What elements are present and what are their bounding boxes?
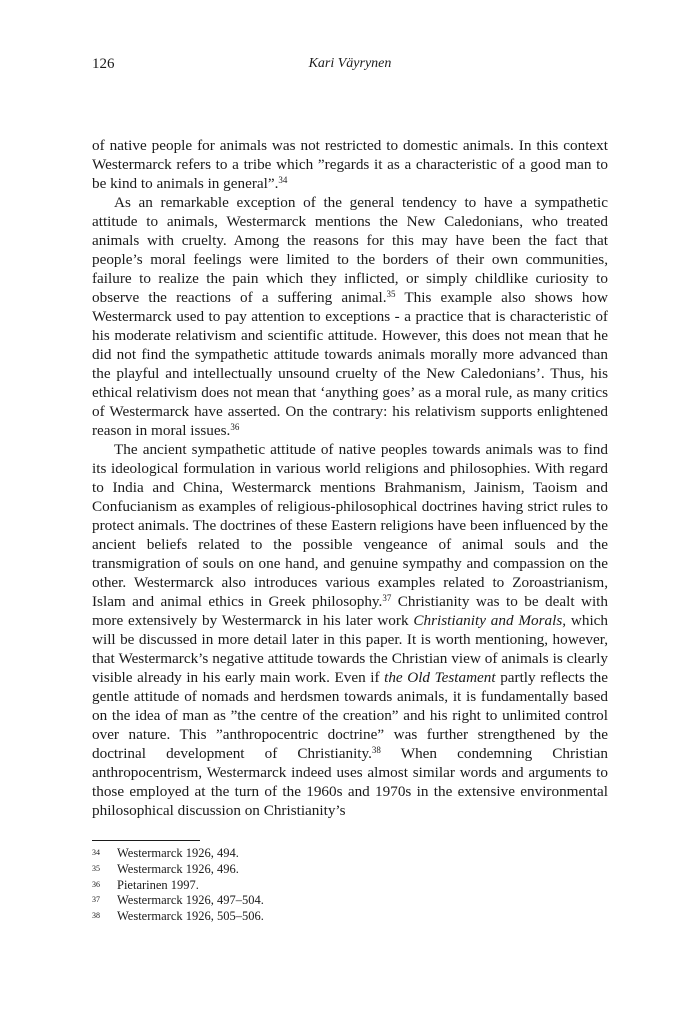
footnote [92,878,608,894]
footnote-ref[interactable]: 35 [386,289,396,299]
paragraph [92,440,608,820]
italic-text: the Old Testament [384,669,496,686]
page-header [92,54,608,74]
text-run: partly reflects the gentle attitude of nomads and herdsmen towards animals, it is fundamentally based on the idea of man as ”the centre of the creation” and his right to unlimited control over nature. This ”anthropocentric doctrine” was further strengthened by the doctrinal development of Christianity. [92,669,609,762]
footnote-divider [92,840,200,841]
page-number: 126 [92,56,115,72]
text-run: Christianity was to be dealt with more extensively by Westermarck in his later work [92,593,608,629]
paragraph [92,136,608,193]
body-text [92,136,608,820]
footnote-ref[interactable]: 36 [230,422,240,432]
footnote [92,862,608,878]
text-run: As an remarkable exception of the general tendency to have a sympathetic attitude to animals, Westermarck mentions the New Caledonians, who treated animals with cruelty. Among the reasons for this may have been the fact that people’s moral feelings were limited to the borders of their own communities, failure to realize the pain which they inflicted, or simply childlike curiosity to observe the reactions of a suffering animal. [92,194,608,306]
footnote [92,893,608,909]
text-run: When condemning Christian anthropocentrism, Westermarck indeed uses almost similar words and arguments to those employed at the turn of the 1960s and 1970s in the extensive environmental philosophical discussion on Christianity’s [92,745,608,819]
footnote [92,846,608,862]
running-head: Kari Väyrynen [308,56,392,71]
footnote-number: 35 [92,863,100,873]
footnote-number: 38 [92,911,100,921]
text-run: This example also shows how Westermarck used to pay attention to exceptions - a practice that is characteristic of his moderate relativism and scientific attitude. However, this does not mean that he did not find the sympathetic attitude towards animals morally more advanced than the playful and intellectually unsound cruelty of the New Caledonians’. Thus, his ethical relativism does not mean that ‘anything goes’ as a moral rule, as many critics of Westermarck have asserted. On the contrary: his relativism supports enlightened reason in moral issues. [92,289,608,439]
footnote-number: 36 [92,879,100,889]
footnote-text: Westermarck 1926, 496. [117,861,239,876]
footnote-number: 37 [92,895,100,905]
footnote-text: Westermarck 1926, 494. [117,846,239,860]
footnote [92,909,608,925]
footnote-text: Pietarinen 1997. [117,877,199,892]
text-run: The ancient sympathetic attitude of native peoples towards animals was to find its ideological formulation in various world religions and philosophies. With regard to India and China, Westermarck mentions Brahmanism, Jainism, Taoism and Confucianism as examples of religious-philosophical doctrines having strict rules to protect animals. The doctrines of these Eastern religions have been influenced by the ancient beliefs related to the possible vengeance of animal souls and the transmigration of souls on one hand, and genuine sympathy and compassion on the other. Westermarck also introduces various examples related to Zoroastrianism, Islam and animal ethics in Greek philosophy. [92,441,608,610]
footnote-text: Westermarck 1926, 505–506. [117,909,264,924]
paragraph [92,193,608,440]
footnote-ref[interactable]: 34 [278,175,288,185]
footnote-ref[interactable]: 37 [382,593,392,603]
text-run: , which will be discussed in more detail later in this paper. It is worth mentioning, however, that Westermarck’s negative attitude towards the Christian view of animals is clearly visible already in his early main work. Even if [92,612,609,686]
text-run: of native people for animals was not restricted to domestic animals. In this context Westermarck refers to a tribe which ”regards it as a characteristic of a good man to be kind to animals in general”. [92,137,608,192]
footnote-ref[interactable]: 38 [371,745,381,755]
footnote-number: 34 [92,848,100,857]
italic-text: Christianity and Morals [413,612,563,629]
footnotes [92,846,608,925]
footnote-text: Westermarck 1926, 497–504. [117,893,264,908]
